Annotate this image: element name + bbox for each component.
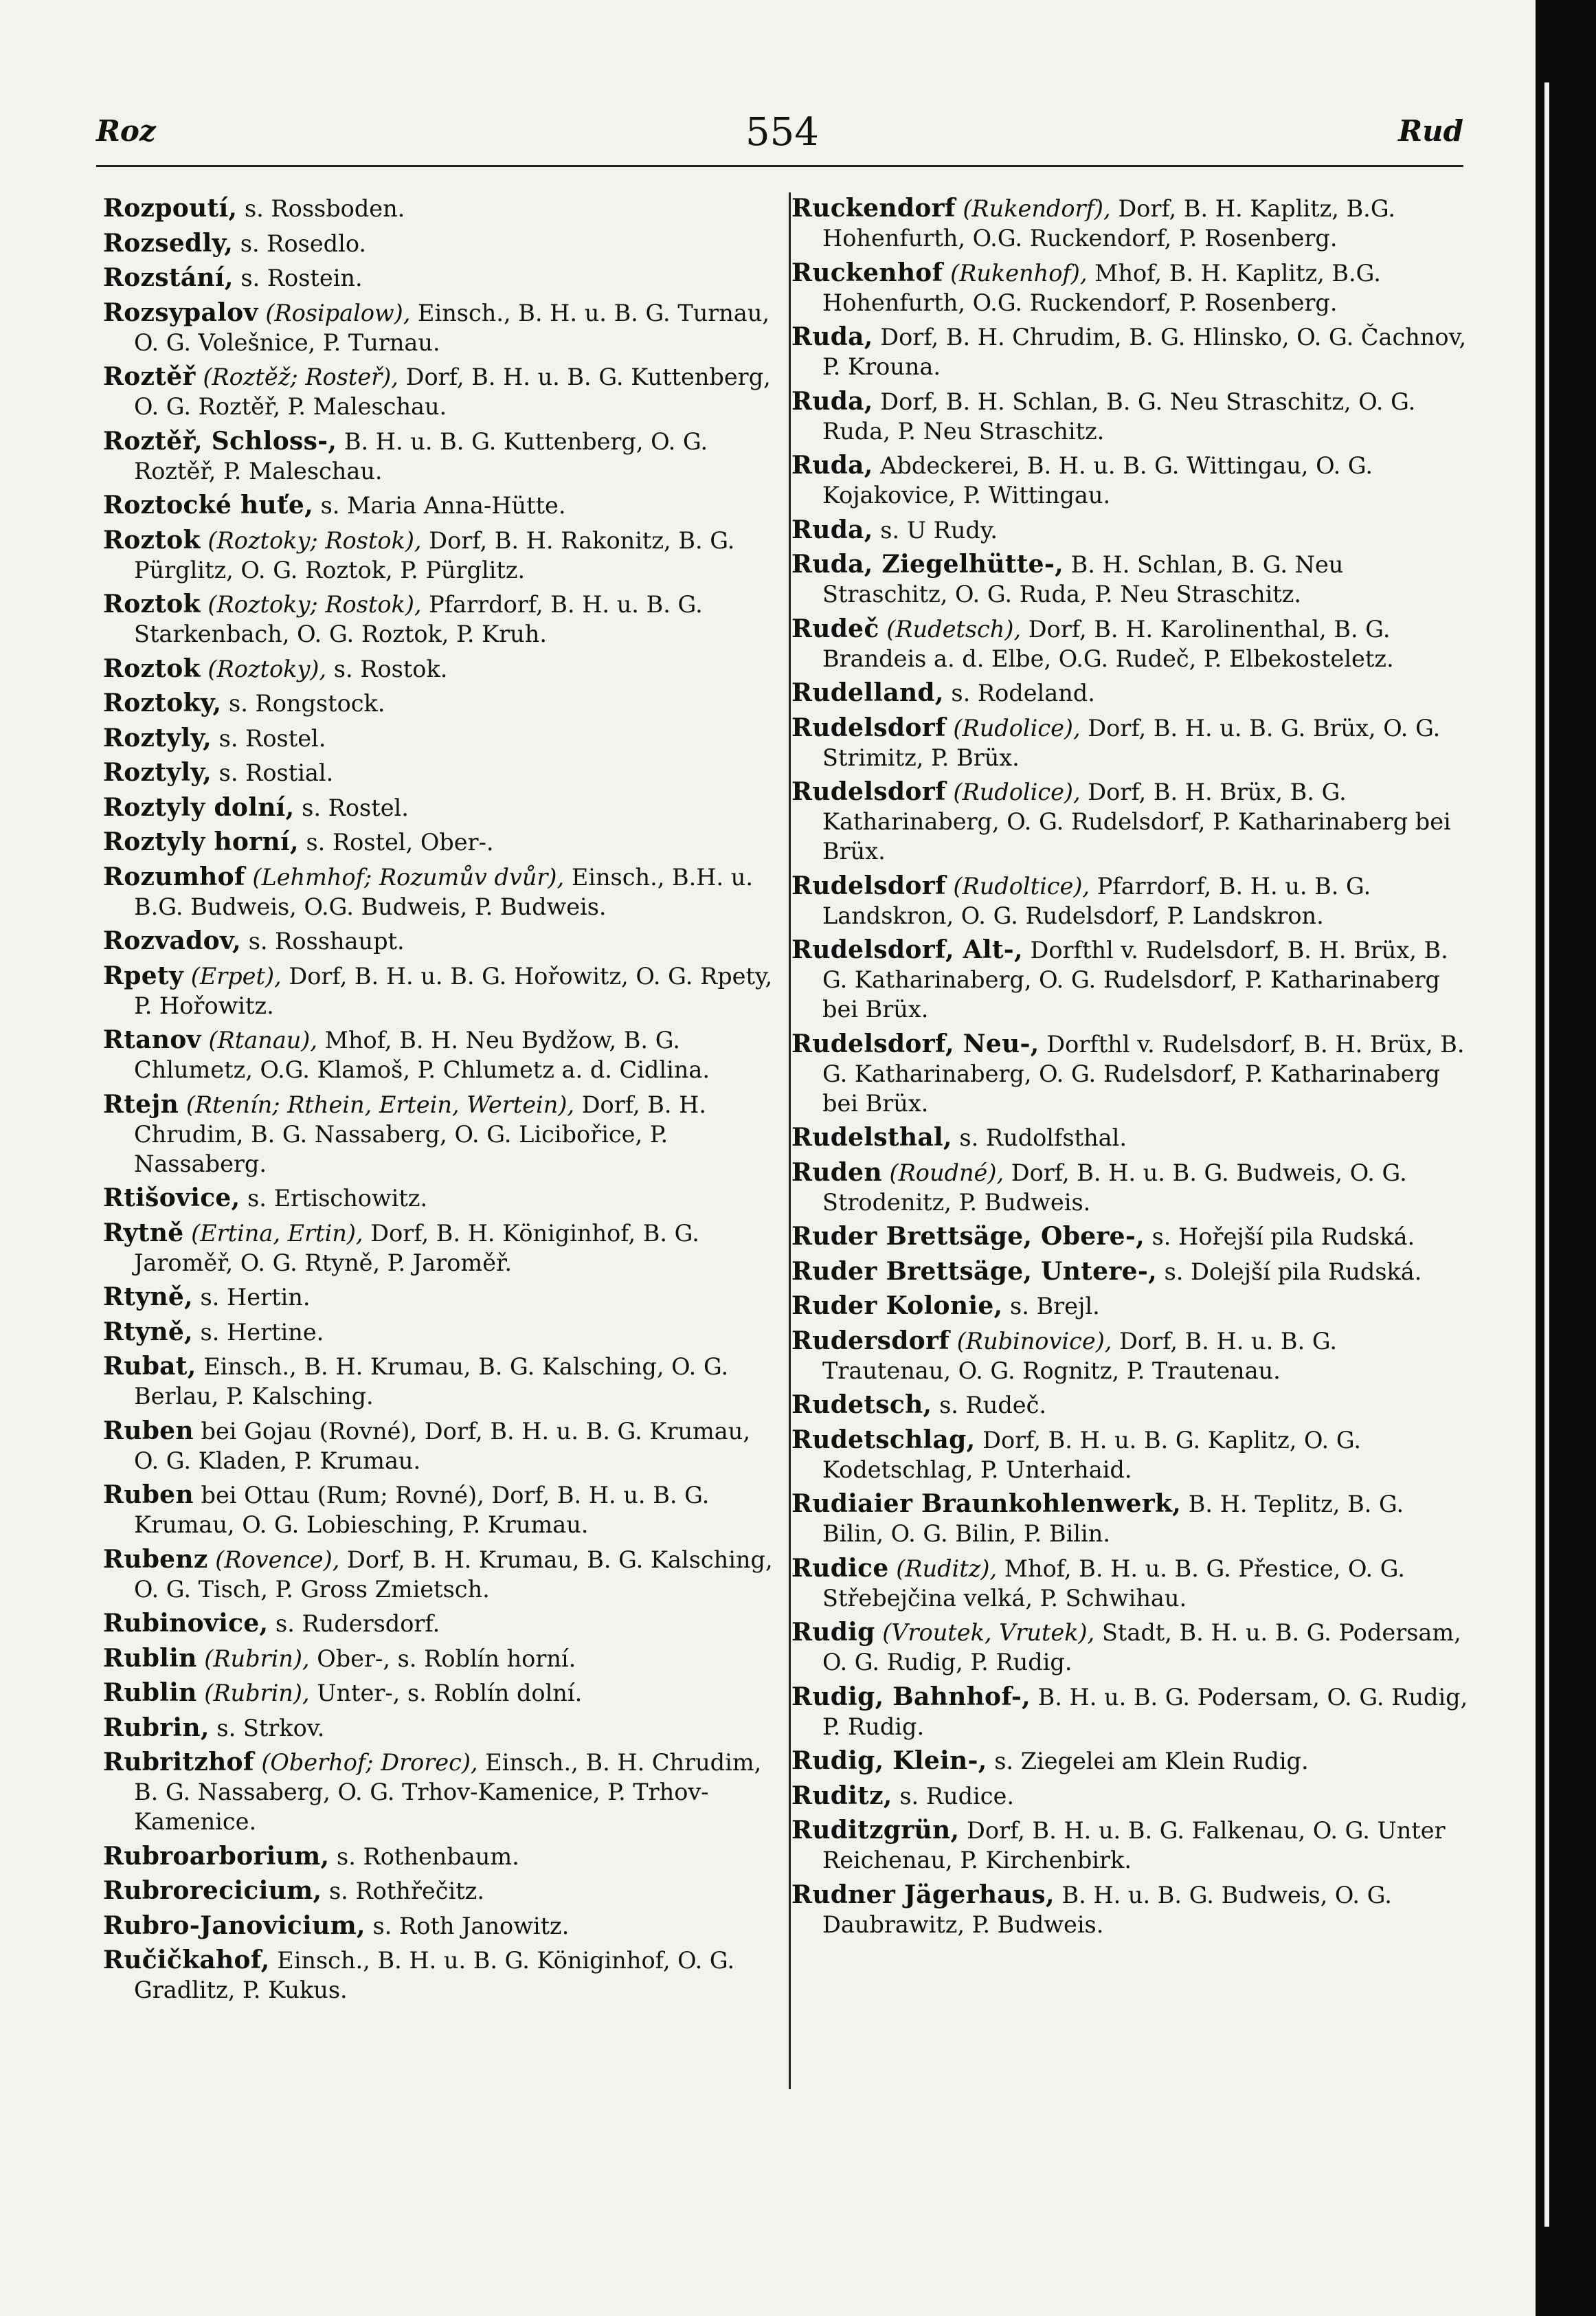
entry-headword: Roztyly horní, xyxy=(103,827,299,856)
entry-headword: Ruda, xyxy=(791,322,873,351)
entry-headword: Rudig xyxy=(791,1618,875,1647)
entry-body: s. Brejl. xyxy=(1010,1293,1100,1320)
gazetteer-entry xyxy=(103,1678,780,1708)
entry-variants: (Rudolice), xyxy=(953,779,1081,805)
gazetteer-entry xyxy=(103,689,780,718)
gazetteer-entry xyxy=(791,322,1468,381)
entry-headword: Roztyly, xyxy=(103,723,212,753)
entry-body: Einsch., B. H. u. B. G. Königinhof, O. G. Gradlitz, P. Kukus. xyxy=(134,1947,735,2003)
entry-variants: (Roztoky; Rostok), xyxy=(207,526,422,554)
entry-body: Dorf, B. H. u. B. G. Kaplitz, O. G. Kodetschlag, P. Unterhaid. xyxy=(822,1426,1362,1483)
gazetteer-entry xyxy=(103,1545,780,1604)
entry-body: s. Rosshaupt. xyxy=(248,928,405,955)
entry-headword: Roztěř, Schloss-, xyxy=(103,426,337,456)
column-divider xyxy=(789,192,791,2089)
gazetteer-entry xyxy=(103,194,780,223)
left-column xyxy=(103,194,780,2010)
entry-body: B. H. Schlan, B. G. Neu Straschitz, O. G. Ruda, P. Neu Straschitz. xyxy=(822,551,1344,608)
entry-body: Einsch., B. H. Krumau, B. G. Kalsching, O. G. Berlau, P. Kalsching. xyxy=(134,1353,729,1410)
gazetteer-entry xyxy=(791,871,1468,931)
entry-body: Mhof, B. H. Kaplitz, B.G. Hohenfurth, O.G. Ruckendorf, P. Rosenberg. xyxy=(822,259,1381,316)
gazetteer-entry xyxy=(103,793,780,823)
gazetteer-entry xyxy=(791,713,1468,772)
entry-headword: Roztyly dolní, xyxy=(103,792,295,822)
entry-body: Dorfthl v. Rudelsdorf, B. H. Brüx, B. G. Katharinaberg, O. G. Rudelsdorf, P. Katharinaberg bei Brüx. xyxy=(822,937,1448,1023)
entry-headword: Rozstání, xyxy=(103,263,234,292)
entry-body: Dorf, B. H. Brüx, B. G. Katharinaberg, O. G. Rudelsdorf, P. Katharinaberg bei Brüx. xyxy=(822,779,1451,865)
entry-variants: (Rukendorf), xyxy=(963,195,1111,222)
entry-body: Dorfthl v. Rudelsdorf, B. H. Brüx, B. G. Katharinaberg, O. G. Rudelsdorf, P. Katharinaberg bei Brüx. xyxy=(822,1030,1465,1117)
entry-headword: Rudiaier Braunkohlenwerk, xyxy=(791,1489,1182,1518)
gazetteer-entry xyxy=(791,614,1468,673)
gazetteer-entry xyxy=(103,1282,780,1312)
gazetteer-entry xyxy=(103,1748,780,1836)
gazetteer-entry xyxy=(103,526,780,585)
gazetteer-entry xyxy=(103,654,780,684)
gazetteer-entry xyxy=(791,777,1468,866)
entry-headword: Rubenz xyxy=(103,1544,208,1574)
entry-body: s. Hertin. xyxy=(200,1284,311,1311)
entry-headword: Ruben xyxy=(103,1480,194,1509)
gazetteer-entry xyxy=(103,1946,780,2005)
entry-headword: Ruda, xyxy=(791,515,873,544)
entry-body: Dorf, B. H. Chrudim, B. G. Nassaberg, O. G. Licibořice, P. Nassaberg. xyxy=(134,1091,707,1177)
entry-headword: Rozvadov, xyxy=(103,926,242,955)
entry-headword: Rudig, Bahnhof-, xyxy=(791,1682,1031,1711)
entry-headword: Rubrorecicium, xyxy=(103,1876,322,1905)
entry-variants: (Ertina, Ertin), xyxy=(191,1219,363,1247)
entry-variants: (Rudolice), xyxy=(953,714,1081,742)
entry-variants: (Ruditz), xyxy=(896,1555,998,1582)
entry-variants: (Rubrin), xyxy=(204,1645,310,1672)
gazetteer-entry xyxy=(103,491,780,520)
entry-body: Einsch., B.H. u. B.G. Budweis, O.G. Budweis, P. Budweis. xyxy=(134,863,754,920)
entry-body: s. Ertischowitz. xyxy=(247,1185,428,1212)
entry-body: s. Ziegelei am Klein Rudig. xyxy=(994,1748,1309,1774)
entry-headword: Rublin xyxy=(103,1643,197,1673)
entry-variants: (Roztěž; Rosteř), xyxy=(203,364,398,390)
entry-body: s. Rostial. xyxy=(218,759,334,786)
gazetteer-entry xyxy=(103,362,780,421)
gazetteer-entry xyxy=(791,550,1468,609)
entry-body: Pfarrdorf, B. H. u. B. G. Starkenbach, O. G. Roztok, P. Kruh. xyxy=(134,591,703,647)
entry-body: B. H. u. B. G. Podersam, O. G. Rudig, P. Rudig. xyxy=(822,1683,1468,1740)
gazetteer-entry xyxy=(791,194,1468,253)
entry-body: s. Rostel, Ober-. xyxy=(306,829,494,856)
entry-body: s. Rossboden. xyxy=(244,195,405,222)
entry-headword: Rtanov xyxy=(103,1025,201,1054)
entry-headword: Ruben xyxy=(103,1416,194,1445)
gazetteer-entry xyxy=(791,1425,1468,1484)
entry-body: s. Rudersdorf. xyxy=(276,1610,440,1637)
entry-variants: (Oberhof; Drorec), xyxy=(261,1749,478,1776)
entry-variants: (Rubrin), xyxy=(204,1680,310,1706)
entry-headword: Ruda, xyxy=(791,451,873,480)
entry-body: s. Maria Anna-Hütte. xyxy=(320,492,566,519)
gazetteer-entry xyxy=(103,862,780,922)
entry-headword: Rubrin, xyxy=(103,1713,210,1742)
entry-body: Dorf, B. H. u. B. G. Kuttenberg, O. G. Roztěř, P. Maleschau. xyxy=(134,364,771,420)
entry-headword: Roztyly, xyxy=(103,758,212,787)
entry-body: s. Rosedlo. xyxy=(240,230,367,257)
entry-headword: Ruda, xyxy=(791,386,873,416)
entry-headword: Ruda, Ziegelhütte-, xyxy=(791,550,1064,579)
gazetteer-entry xyxy=(103,1025,780,1084)
entry-body: Dorf, B. H. u. B. G. Hořowitz, O. G. Rpety, P. Hořowitz. xyxy=(134,962,773,1019)
entry-body: s. Hertine. xyxy=(200,1318,324,1346)
gazetteer-entry xyxy=(103,724,780,753)
entry-headword: Rozpoutí, xyxy=(103,194,238,223)
gazetteer-entry xyxy=(103,1842,780,1871)
entry-headword: Rubinovice, xyxy=(103,1609,269,1638)
entry-body: bei Ottau (Rum; Rovné), Dorf, B. H. u. B. G. Krumau, O. G. Lobiesching, P. Krumau. xyxy=(134,1482,710,1538)
entry-body: s. Rostel. xyxy=(302,794,409,821)
entry-variants: (Lehmhof; Rozumův dvůr), xyxy=(252,863,565,891)
gazetteer-entry xyxy=(791,1222,1468,1251)
entry-headword: Rudelland, xyxy=(791,678,944,707)
entry-variants: (Rtenín; Rthein, Ertein, Wertein), xyxy=(186,1091,575,1118)
entry-headword: Rudelsthal, xyxy=(791,1123,952,1152)
gazetteer-entry xyxy=(791,1554,1468,1613)
gazetteer-entry xyxy=(103,1609,780,1638)
entry-body: Dorf, B. H. Schlan, B. G. Neu Straschitz, O. G. Ruda, P. Neu Straschitz. xyxy=(822,388,1416,445)
gazetteer-entry xyxy=(791,1291,1468,1321)
header-left-guideword: Roz xyxy=(96,114,156,148)
gazetteer-entry xyxy=(791,258,1468,318)
entry-body: Einsch., B. H. Chrudim, B. G. Nassaberg, O. G. Trhov-Kamenice, P. Trhov-Kamenice. xyxy=(134,1749,762,1835)
entry-body: s. Rudeč. xyxy=(939,1392,1047,1418)
entry-headword: Rtyně, xyxy=(103,1282,193,1311)
entry-body: s. Rudice. xyxy=(899,1782,1014,1810)
entry-body: Dorf, B. H. Kaplitz, B.G. Hohenfurth, O.G. Ruckendorf, P. Rosenberg. xyxy=(822,195,1396,252)
gazetteer-entry xyxy=(103,758,780,788)
entry-body: Dorf, B. H. Krumau, B. G. Kalsching, O. G. Tisch, P. Gross Zmietsch. xyxy=(134,1546,773,1603)
entry-headword: Rpety xyxy=(103,961,184,990)
entry-headword: Rudelsdorf, Alt-, xyxy=(791,935,1023,964)
entry-body: Mhof, B. H. Neu Bydžow, B. G. Chlumetz, O.G. Klamoš, P. Chlumetz a. d. Cidlina. xyxy=(134,1027,710,1083)
entry-body: s. Rostel. xyxy=(218,724,326,752)
gazetteer-entry xyxy=(791,1257,1468,1287)
gazetteer-entry xyxy=(103,926,780,956)
entry-headword: Roztěř xyxy=(103,362,196,391)
entry-body: Einsch., B. H. u. B. G. Turnau, O. G. Volešnice, P. Turnau. xyxy=(134,299,770,356)
entry-headword: Rudice xyxy=(791,1553,889,1583)
gazetteer-entry xyxy=(103,1090,780,1179)
entry-headword: Rudetsch, xyxy=(791,1390,932,1419)
gazetteer-entry xyxy=(791,1326,1468,1385)
entry-headword: Rudner Jägerhaus, xyxy=(791,1880,1055,1909)
right-column xyxy=(791,194,1468,1944)
entry-headword: Rtišovice, xyxy=(103,1183,240,1212)
entry-body: B. H. u. B. G. Kuttenberg, O. G. Roztěř, P. Maleschau. xyxy=(134,427,708,485)
entry-headword: Ruder Brettsäge, Obere-, xyxy=(791,1222,1145,1251)
gazetteer-entry xyxy=(791,451,1468,510)
entry-headword: Rubro-Janovicium, xyxy=(103,1911,366,1940)
entry-body: Dorf, B. H. Chrudim, B. G. Hlinsko, O. G. Čachnov, P. Krouna. xyxy=(822,324,1467,380)
gazetteer-entry xyxy=(791,1682,1468,1741)
entry-headword: Rudelsdorf xyxy=(791,713,946,742)
page-number: 554 xyxy=(745,110,819,155)
entry-variants: (Roztoky), xyxy=(207,655,327,682)
gazetteer-entry xyxy=(791,1618,1468,1677)
gazetteer-entry xyxy=(791,1489,1468,1548)
entry-headword: Rublin xyxy=(103,1678,197,1707)
entry-headword: Ruden xyxy=(791,1157,882,1187)
entry-body: Stadt, B. H. u. B. G. Podersam, O. G. Rudig, P. Rudig. xyxy=(822,1619,1461,1675)
gazetteer-entry xyxy=(103,590,780,649)
entry-body: s. Dolejší pila Rudská. xyxy=(1164,1258,1422,1285)
entry-headword: Rozsedly, xyxy=(103,228,234,258)
gazetteer-entry xyxy=(103,1317,780,1347)
entry-headword: Rtyně, xyxy=(103,1317,193,1346)
entry-headword: Roztok xyxy=(103,525,201,555)
entry-body: s. Rothřečitz. xyxy=(328,1878,484,1904)
header-rule xyxy=(96,165,1463,167)
entry-body: Unter-, s. Roblín dolní. xyxy=(317,1680,583,1706)
entry-body: s. Roth Janowitz. xyxy=(372,1912,570,1939)
entry-variants: (Rosipalow), xyxy=(265,299,411,326)
entry-body: Dorf, B. H. Karolinenthal, B. G. Brandeis a. d. Elbe, O.G. Rudeč, P. Elbekosteletz. xyxy=(822,615,1394,672)
gazetteer-entry xyxy=(103,1713,780,1743)
entry-variants: (Rovence), xyxy=(215,1546,340,1573)
entry-headword: Rudetschlag, xyxy=(791,1425,976,1454)
entry-body: Dorf, B. H. u. B. G. Brüx, O. G. Strimitz, P. Brüx. xyxy=(822,714,1441,771)
gazetteer-entry xyxy=(791,935,1468,1024)
gazetteer-entry xyxy=(791,1123,1468,1153)
gazetteer-entry xyxy=(103,1416,780,1476)
entry-headword: Rudig, Klein-, xyxy=(791,1746,987,1775)
entry-headword: Roztoky, xyxy=(103,689,222,717)
gazetteer-entry xyxy=(103,229,780,258)
entry-body: B. H. u. B. G. Budweis, O. G. Daubrawitz, P. Budweis. xyxy=(822,1881,1392,1938)
gazetteer-entry xyxy=(103,427,780,486)
entry-body: Abdeckerei, B. H. u. B. G. Wittingau, O. G. Kojakovice, P. Wittingau. xyxy=(822,452,1373,509)
entry-variants: (Erpet), xyxy=(190,962,282,990)
entry-body: Dorf, B. H. Königinhof, B. G. Jaroměř, O. G. Rtyně, P. Jaroměř. xyxy=(134,1219,699,1276)
gazetteer-entry xyxy=(103,1480,780,1539)
gazetteer-entry xyxy=(103,827,780,857)
gazetteer-entry xyxy=(791,1746,1468,1776)
entry-headword: Ruckendorf xyxy=(791,194,956,223)
entry-headword: Rubritzhof xyxy=(103,1748,254,1777)
entry-headword: Rubroarborium, xyxy=(103,1841,330,1871)
entry-body: B. H. Teplitz, B. G. Bilin, O. G. Bilin, P. Bilin. xyxy=(822,1491,1404,1547)
entry-variants: (Rudetsch), xyxy=(886,615,1022,643)
entry-headword: Ručičkahof, xyxy=(103,1946,270,1974)
gazetteer-entry xyxy=(103,263,780,293)
entry-headword: Rudersdorf xyxy=(791,1326,950,1355)
entry-body: s. Rongstock. xyxy=(229,690,385,717)
entry-headword: Ruder Kolonie, xyxy=(791,1291,1003,1320)
gazetteer-entry xyxy=(103,1876,780,1906)
gazetteer-entry xyxy=(791,1816,1468,1875)
entry-variants: (Vroutek, Vrutek), xyxy=(882,1619,1095,1646)
entry-variants: (Rukenhof), xyxy=(950,259,1088,287)
entry-headword: Ruder Brettsäge, Untere-, xyxy=(791,1256,1157,1286)
entry-body: bei Gojau (Rovné), Dorf, B. H. u. B. G. Krumau, O. G. Kladen, P. Krumau. xyxy=(134,1417,751,1474)
entry-headword: Ruckenhof xyxy=(791,258,943,287)
entry-variants: (Rtanau), xyxy=(208,1027,318,1054)
entry-headword: Roztok xyxy=(103,654,201,683)
entry-headword: Roztok xyxy=(103,590,201,619)
entry-variants: (Roztoky; Rostok), xyxy=(207,591,422,618)
entry-body: Dorf, B. H. Rakonitz, B. G. Pürglitz, O. G. Roztok, P. Pürglitz. xyxy=(134,526,735,583)
entry-body: s. Rostok. xyxy=(333,655,448,682)
entry-headword: Rudelsdorf, Neu-, xyxy=(791,1029,1039,1058)
entry-headword: Rudelsdorf xyxy=(791,871,946,900)
entry-headword: Rudeč xyxy=(791,614,879,643)
entry-headword: Rytně xyxy=(103,1218,184,1247)
page-header xyxy=(96,110,1463,158)
entry-headword: Rtejn xyxy=(103,1089,179,1119)
entry-body: s. Rodeland. xyxy=(951,680,1095,706)
gazetteer-entry xyxy=(791,1029,1468,1118)
gazetteer-entry xyxy=(791,1781,1468,1811)
entry-headword: Ruditz, xyxy=(791,1781,892,1810)
gazetteer-entry xyxy=(791,678,1468,708)
entry-body: s. U Rudy. xyxy=(880,516,998,544)
gazetteer-entry xyxy=(103,1218,780,1278)
entry-body: Dorf, B. H. u. B. G. Trautenau, O. G. Rognitz, P. Trautenau. xyxy=(822,1327,1338,1384)
entry-body: s. Rostein. xyxy=(240,265,363,291)
gazetteer-entry xyxy=(103,298,780,357)
entry-body: Mhof, B. H. u. B. G. Přestice, O. G. Střebejčina velká, P. Schwihau. xyxy=(822,1555,1406,1612)
entry-body: s. Hořejší pila Rudská. xyxy=(1151,1223,1415,1250)
entry-body: Dorf, B. H. u. B. G. Budweis, O. G. Strodenitz, P. Budweis. xyxy=(822,1159,1407,1216)
gazetteer-entry xyxy=(791,1880,1468,1939)
gazetteer-entry xyxy=(103,1911,780,1941)
entry-body: Dorf, B. H. u. B. G. Falkenau, O. G. Unter Reichenau, P. Kirchenbirk. xyxy=(822,1817,1446,1873)
entry-body: s. Strkov. xyxy=(216,1714,325,1741)
gazetteer-entry xyxy=(103,1352,780,1411)
gazetteer-entry xyxy=(103,961,780,1021)
entry-headword: Rozsypalov xyxy=(103,298,258,327)
gazetteer-entry xyxy=(791,1390,1468,1420)
entry-headword: Ruditzgrün, xyxy=(791,1816,960,1845)
scan-edge-line xyxy=(1544,82,1549,2227)
entry-headword: Rubat, xyxy=(103,1352,196,1381)
gazetteer-entry xyxy=(103,1644,780,1673)
entry-body: Ober-, s. Roblín horní. xyxy=(317,1645,576,1672)
entry-variants: (Rudoltice), xyxy=(953,872,1090,900)
gazetteer-entry xyxy=(791,1158,1468,1217)
gazetteer-entry xyxy=(791,387,1468,446)
gazetteer-entry xyxy=(791,515,1468,545)
entry-body: s. Rudolfsthal. xyxy=(959,1124,1127,1151)
entry-variants: (Roudné), xyxy=(889,1159,1004,1186)
entry-variants: (Rubinovice), xyxy=(956,1327,1112,1355)
entry-headword: Rozumhof xyxy=(103,862,245,891)
entry-headword: Rudelsdorf xyxy=(791,777,946,806)
entry-headword: Roztocké huťe, xyxy=(103,491,313,520)
entry-body: Pfarrdorf, B. H. u. B. G. Landskron, O. G. Rudelsdorf, P. Landskron. xyxy=(822,872,1371,929)
gazetteer-entry xyxy=(103,1183,780,1213)
entry-body: s. Rothenbaum. xyxy=(337,1842,519,1870)
header-right-guideword: Rud xyxy=(1398,114,1463,148)
